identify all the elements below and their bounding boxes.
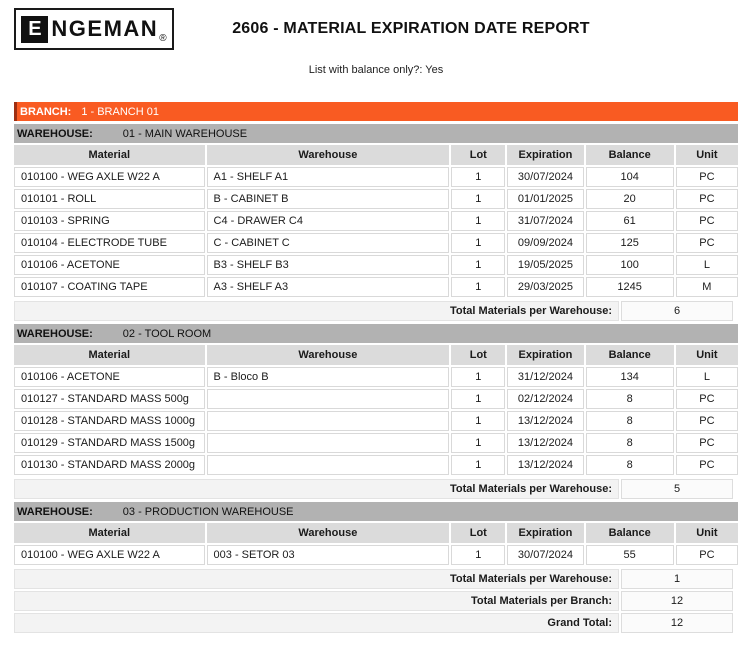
cell-expiration: 29/03/2025 <box>507 277 583 297</box>
cell-balance: 134 <box>586 367 674 387</box>
cell-warehouse: C - CABINET C <box>207 233 450 253</box>
report-body <box>14 102 738 633</box>
warehouse-section <box>14 502 738 589</box>
cell-expiration: 31/07/2024 <box>507 211 583 231</box>
cell-expiration: 01/01/2025 <box>507 189 583 209</box>
cell-balance: 8 <box>586 411 674 431</box>
cell-expiration: 13/12/2024 <box>507 411 583 431</box>
table-header-row <box>14 145 738 165</box>
engeman-logo <box>14 8 174 50</box>
materials-table <box>12 343 740 477</box>
cell-expiration: 30/07/2024 <box>507 545 583 565</box>
cell-warehouse: A3 - SHELF A3 <box>207 277 450 297</box>
column-header-unit: Unit <box>676 145 738 165</box>
cell-material: 010106 - ACETONE <box>14 255 205 275</box>
cell-balance: 8 <box>586 455 674 475</box>
warehouse-total <box>14 301 738 321</box>
cell-lot: 1 <box>451 433 505 453</box>
warehouse-value: 01 - MAIN WAREHOUSE <box>122 127 248 140</box>
column-header-expiration: Expiration <box>507 345 583 365</box>
cell-lot: 1 <box>451 367 505 387</box>
cell-unit: PC <box>676 211 738 231</box>
column-header-warehouse: Warehouse <box>207 523 450 543</box>
cell-balance: 8 <box>586 389 674 409</box>
warehouse-total-label: Total Materials per Warehouse: <box>14 301 619 321</box>
warehouse-label: WAREHOUSE: <box>17 505 93 518</box>
column-header-balance: Balance <box>586 523 674 543</box>
column-header-warehouse: Warehouse <box>207 145 450 165</box>
column-header-lot: Lot <box>451 145 505 165</box>
cell-material: 010106 - ACETONE <box>14 367 205 387</box>
cell-balance: 55 <box>586 545 674 565</box>
table-header-row <box>14 523 738 543</box>
warehouse-value: 02 - TOOL ROOM <box>122 327 212 340</box>
cell-unit: PC <box>676 189 738 209</box>
column-header-expiration: Expiration <box>507 145 583 165</box>
warehouse-bar <box>14 124 738 143</box>
filter-summary: List with balance only?: Yes <box>308 64 444 76</box>
cell-unit: M <box>676 277 738 297</box>
cell-lot: 1 <box>451 189 505 209</box>
cell-warehouse <box>207 433 450 453</box>
grand-total-label: Grand Total: <box>14 613 619 633</box>
cell-warehouse: B - Bloco B <box>207 367 450 387</box>
cell-material: 010100 - WEG AXLE W22 A <box>14 545 205 565</box>
cell-warehouse <box>207 411 450 431</box>
cell-balance: 61 <box>586 211 674 231</box>
warehouse-total-label: Total Materials per Warehouse: <box>14 479 619 499</box>
cell-expiration: 30/07/2024 <box>507 167 583 187</box>
registered-trademark-icon: ® <box>159 33 167 44</box>
warehouse-label: WAREHOUSE: <box>17 327 93 340</box>
warehouse-value: 03 - PRODUCTION WAREHOUSE <box>122 505 294 518</box>
cell-lot: 1 <box>451 233 505 253</box>
report-summary <box>14 591 738 633</box>
cell-expiration: 31/12/2024 <box>507 367 583 387</box>
cell-material: 010128 - STANDARD MASS 1000g <box>14 411 205 431</box>
column-header-unit: Unit <box>676 523 738 543</box>
cell-unit: PC <box>676 411 738 431</box>
grand-total-value: 12 <box>621 613 733 633</box>
column-header-expiration: Expiration <box>507 523 583 543</box>
cell-warehouse: 003 - SETOR 03 <box>207 545 450 565</box>
table-row <box>14 233 738 253</box>
warehouse-total-label: Total Materials per Warehouse: <box>14 569 619 589</box>
column-header-balance: Balance <box>586 145 674 165</box>
cell-warehouse: B3 - SHELF B3 <box>207 255 450 275</box>
cell-balance: 125 <box>586 233 674 253</box>
column-header-material: Material <box>14 523 205 543</box>
column-header-lot: Lot <box>451 523 505 543</box>
cell-lot: 1 <box>451 211 505 231</box>
logo-e-mark: E <box>21 16 48 43</box>
cell-material: 010130 - STANDARD MASS 2000g <box>14 455 205 475</box>
materials-table <box>12 521 740 567</box>
cell-balance: 104 <box>586 167 674 187</box>
materials-table <box>12 143 740 299</box>
branch-total <box>14 591 738 611</box>
logo-wordmark: NGEMAN <box>51 16 159 41</box>
cell-balance: 1245 <box>586 277 674 297</box>
branch-value: 1 - BRANCH 01 <box>81 105 159 118</box>
warehouse-label: WAREHOUSE: <box>17 127 93 140</box>
cell-lot: 1 <box>451 455 505 475</box>
table-row <box>14 277 738 297</box>
branch-label: BRANCH: <box>20 105 72 118</box>
page-title: 2606 - MATERIAL EXPIRATION DATE REPORT <box>232 20 590 37</box>
title-area <box>174 8 738 38</box>
table-row <box>14 367 738 387</box>
cell-material: 010101 - ROLL <box>14 189 205 209</box>
table-header-row <box>14 345 738 365</box>
warehouse-total-value: 5 <box>621 479 733 499</box>
table-row <box>14 433 738 453</box>
cell-unit: PC <box>676 389 738 409</box>
branch-total-label: Total Materials per Branch: <box>14 591 619 611</box>
cell-expiration: 13/12/2024 <box>507 433 583 453</box>
cell-lot: 1 <box>451 545 505 565</box>
cell-material: 010107 - COATING TAPE <box>14 277 205 297</box>
cell-balance: 8 <box>586 433 674 453</box>
column-header-balance: Balance <box>586 345 674 365</box>
warehouse-sections <box>14 124 738 589</box>
table-row <box>14 411 738 431</box>
cell-lot: 1 <box>451 277 505 297</box>
table-row <box>14 455 738 475</box>
cell-unit: PC <box>676 455 738 475</box>
cell-material: 010129 - STANDARD MASS 1500g <box>14 433 205 453</box>
column-header-warehouse: Warehouse <box>207 345 450 365</box>
warehouse-bar <box>14 324 738 343</box>
cell-unit: PC <box>676 233 738 253</box>
warehouse-section <box>14 124 738 321</box>
cell-material: 010127 - STANDARD MASS 500g <box>14 389 205 409</box>
table-row <box>14 167 738 187</box>
branch-total-value: 12 <box>621 591 733 611</box>
cell-expiration: 13/12/2024 <box>507 455 583 475</box>
warehouse-bar <box>14 502 738 521</box>
cell-material: 010103 - SPRING <box>14 211 205 231</box>
warehouse-section <box>14 324 738 499</box>
table-row <box>14 545 738 565</box>
table-row <box>14 189 738 209</box>
cell-expiration: 02/12/2024 <box>507 389 583 409</box>
cell-expiration: 19/05/2025 <box>507 255 583 275</box>
cell-material: 010100 - WEG AXLE W22 A <box>14 167 205 187</box>
cell-balance: 100 <box>586 255 674 275</box>
cell-material: 010104 - ELECTRODE TUBE <box>14 233 205 253</box>
cell-lot: 1 <box>451 411 505 431</box>
cell-unit: PC <box>676 545 738 565</box>
cell-unit: PC <box>676 433 738 453</box>
column-header-unit: Unit <box>676 345 738 365</box>
table-row <box>14 211 738 231</box>
warehouse-total <box>14 479 738 499</box>
cell-warehouse: C4 - DRAWER C4 <box>207 211 450 231</box>
cell-lot: 1 <box>451 167 505 187</box>
cell-unit: L <box>676 367 738 387</box>
cell-unit: PC <box>676 167 738 187</box>
cell-unit: L <box>676 255 738 275</box>
cell-warehouse: B - CABINET B <box>207 189 450 209</box>
warehouse-total-value: 1 <box>621 569 733 589</box>
warehouse-total-value: 6 <box>621 301 733 321</box>
column-header-material: Material <box>14 345 205 365</box>
table-row <box>14 255 738 275</box>
cell-balance: 20 <box>586 189 674 209</box>
column-header-material: Material <box>14 145 205 165</box>
cell-warehouse <box>207 389 450 409</box>
warehouse-total <box>14 569 738 589</box>
grand-total <box>14 613 738 633</box>
cell-lot: 1 <box>451 255 505 275</box>
branch-bar <box>14 102 738 121</box>
column-header-lot: Lot <box>451 345 505 365</box>
report-header <box>14 8 738 50</box>
cell-warehouse <box>207 455 450 475</box>
cell-expiration: 09/09/2024 <box>507 233 583 253</box>
table-row <box>14 389 738 409</box>
cell-lot: 1 <box>451 389 505 409</box>
cell-warehouse: A1 - SHELF A1 <box>207 167 450 187</box>
